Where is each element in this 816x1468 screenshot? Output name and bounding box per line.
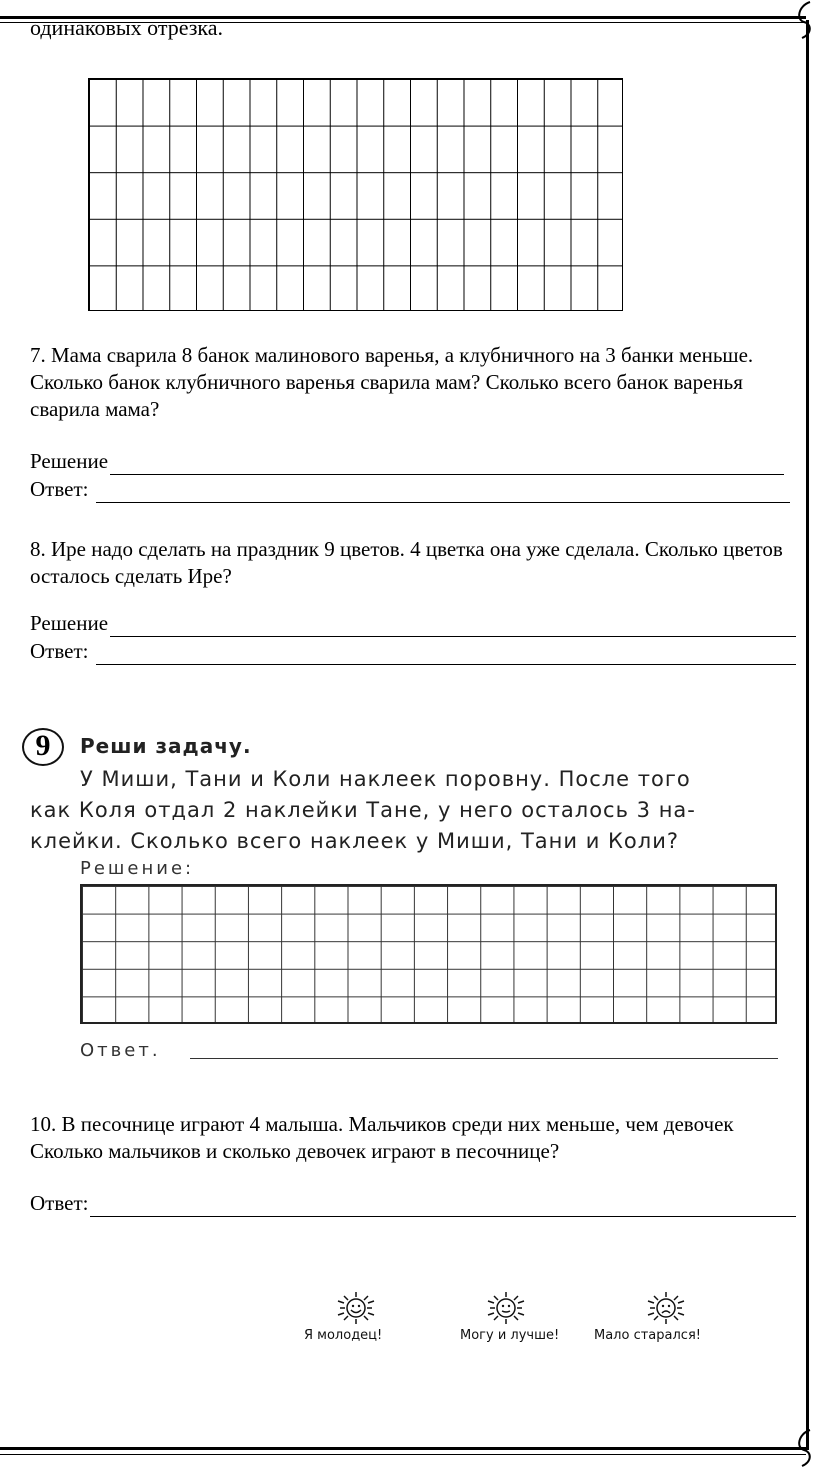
task8-solution-line[interactable] [30,610,796,637]
frame-bottom-inner-border [0,1454,806,1455]
task10-answer-line[interactable] [30,1190,796,1217]
frame-right-border [806,20,809,1450]
self-assessment-label-ok: Могу и лучше! [460,1328,560,1343]
task7-answer-label: Ответ: [30,477,94,501]
task9-answer-label: Ответ. [80,1040,161,1061]
task7-solution-line[interactable] [30,448,784,475]
frame-bottom-border [0,1447,806,1450]
task7-solution-label: Решение [30,449,109,473]
task7-answer-line[interactable] [30,476,790,503]
task8-answer-label: Ответ: [30,639,94,663]
scroll-curl-bottom-icon [790,1428,816,1468]
self-assessment-label-bad: Мало старался! [594,1328,701,1343]
neutral-sun-icon[interactable] [482,1290,530,1326]
scroll-curl-top-icon [790,0,816,40]
task9-body [30,764,790,857]
task8-solution-label: Решение [30,611,109,635]
task9-number-badge: 9 [22,728,64,766]
task7-text: 7. Мама сварила 8 банок малинового варенья, а клубничного на 3 банки меньше. Сколько банок клубничного варенья сварила мам? Сколько всего банок варенья сварила мама? [30,343,754,421]
task9-line1: У Миши, Тани и Коли наклеек поровну. После того [80,767,691,791]
task9-solution-label: Решение: [80,858,195,879]
answer-grid-task6 [88,78,623,311]
task9-answer-line[interactable] [190,1058,778,1059]
task8-answer-line[interactable] [30,638,796,665]
task9-line2: как Коля отдал 2 наклейки Тане, у него осталось 3 на- [30,798,696,822]
answer-grid-task9 [80,884,777,1024]
task10-text: 10. В песочнице играют 4 малыша. Мальчиков среди них меньше, чем девочек Сколько мальчиков и сколько девочек играют в песочнице? [30,1112,734,1163]
task10-answer-label: Ответ: [30,1191,89,1215]
cut-heading: одинаковых отрезка. [30,15,224,40]
task9-heading: Реши задачу. [80,734,252,758]
happy-sun-icon[interactable] [332,1290,380,1326]
task9-line3: клейки. Сколько всего наклеек у Миши, Тани и Коли? [30,829,679,853]
sad-sun-icon[interactable] [642,1290,690,1326]
task8-text: 8. Ире надо сделать на праздник 9 цветов. 4 цветка она уже сделала. Сколько цветов осталось сделать Ире? [30,537,783,588]
self-assessment-label-good: Я молодец! [304,1328,383,1343]
